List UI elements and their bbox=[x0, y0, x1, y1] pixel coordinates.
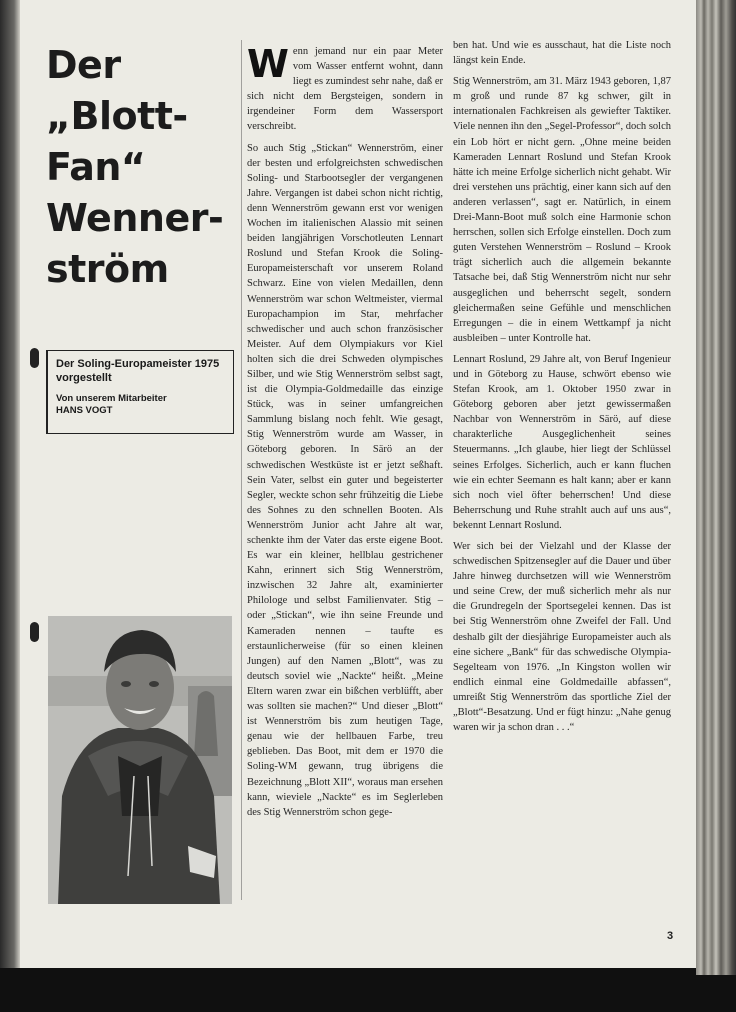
portrait-photo bbox=[48, 616, 232, 904]
headline-line: Fan“ bbox=[46, 145, 146, 189]
article-paragraph: Stig Wennerström, am 31. März 1943 geboren, 1,87 m groß und runde 87 kg schwer, gilt in internationalen Fachkreisen als gewiefter Taktiker. Viele nennen ihn den „Segel-Professor“, doch solch ein Lob hört er nicht gern. „Ohne meine beiden Kameraden Lennart Roslund und Stefan Krook hätte ich meine Erfolge sicherlich nicht gehabt. Wir drei verstehen uns prächtig, einer kann sich auf den anderen verlassen“, sagt er. Natürlich, in einem Drei-Mann-Boot muß solch eine Harmonie schon herrschen, sollen sich Erfolge einstellen. Doch zum guten Verstehen Wennerström – Roslund – Krook trägt sicherlich auch die allgemein bekannte Tatsache bei, daß Stig Wennerström nicht nur sehr ausgeglichen und beherrscht segelt, sondern gleichermaßen seine Gefühle und menschlichen Erregungen – die in einem Wettkampf ja nicht ausbleiben – unter Kontrolle hat. bbox=[453, 76, 671, 344]
article-paragraph: Wer sich bei der Vielzahl und der Klasse der schwedischen Spitzensegler auf die Dauer und über Jahre hinweg durchsetzen will wie Wennerström und seine Crew, der muß sicherlich mehr als nur die Grundregeln der Sportsegelei kennen. Das ist bei Stig Wennerström ohne Zweifel der Fall. Und deshalb gilt der diesjährige Europameister auch als eine sichere „Bank“ für das schwedische Olympia-Segelteam von 1976. „In Kingston wollen wir endlich einmal eine Goldmedaille abfassen“, umreißt Stig Wennerström das sportliche Ziel der „Blott“-Besatzung. Und er fügt hinzu: „Nahe genug waren wir ja schon dran . . .“ bbox=[453, 541, 671, 734]
article-paragraph: ben hat. Und wie es ausschaut, hat die Liste noch längst kein Ende. bbox=[453, 40, 671, 67]
paragraph-text: enn jemand nur ein paar Meter vom Wasser entfernt wohnt, dann liegt es zumindest sehr nahe, daß er sich nicht dem Bergsteigen, sondern in irgendeiner Form dem Wassersport verschreibt. bbox=[247, 46, 443, 133]
author-credit bbox=[56, 393, 233, 417]
portrait-photo-icon bbox=[48, 616, 232, 904]
headline-line: „Blott- bbox=[46, 94, 188, 138]
subtitle: Der Soling-Europameister 1975 vorgestellt bbox=[56, 358, 220, 384]
article-paragraph bbox=[247, 44, 443, 135]
subtitle-box bbox=[46, 350, 234, 434]
article-column-1 bbox=[247, 44, 443, 826]
article-column-2 bbox=[453, 38, 671, 741]
punch-hole-icon bbox=[30, 348, 39, 368]
column-divider bbox=[241, 40, 242, 900]
article-paragraph: Lennart Roslund, 29 Jahre alt, von Beruf Ingenieur und in Göteborg zu Hause, schwört ebenso wie Stefan Krook, am 1. Oktober 1950 zwar in Göteborg geboren aber jetzt gewissermaßen Nachbar von Wennerström in Särö, auf diese charakterliche Ausgeglichenheit seines Steuermanns. „Ich glaube, hier liegt der Schlüssel seines Erfolges. Sicherlich, auch er kann fluchen wie ein echter Seemann es halt kann; aber er kann sich noch viel öfter beherrschen! Und diese Beherrschung und Ruhe strahlt auch auf uns aus“, bekennt Lennart Roslund. bbox=[453, 353, 671, 531]
punch-hole-icon bbox=[30, 622, 39, 642]
page-number: 3 bbox=[667, 930, 674, 942]
binding-gutter bbox=[0, 0, 20, 968]
headline-line: Wenner- bbox=[46, 196, 224, 240]
drop-cap: W bbox=[247, 42, 289, 86]
credit-line: Von unserem Mitarbeiter bbox=[56, 393, 167, 404]
headline-line: Der bbox=[46, 43, 121, 87]
book-edge bbox=[696, 0, 736, 975]
headline bbox=[46, 40, 246, 295]
headline-line: ström bbox=[46, 247, 169, 291]
article-paragraph: So auch Stig „Stickan“ Wennerström, einer der besten und erfolgreichsten schwedischen Soling- und Starbootsegler der vergangenen Jahre. Vergangen ist dabei schon nicht richtig, denn Wennerström gewann erst vor wenigen Wochen im italienischen Alassio mit seinen beiden langjährigen Vorschotleuten Lennart Roslund und Stefan Krook die Soling-Europameisterschaft vor unserem Roland Schwarz. Eine von vielen Medaillen, denn Wennerström war schon Weltmeister, viermal Europachampion im Star, mehrfacher schwedischer und auch schon französischer Meister. Auf dem Olympiakurs vor Kiel holten sich die drei Schweden olympisches Silber, und wie Stig Wennerström selbst sagt, ist die Olympia-Goldmedaille das einzige Stück, was in seiner umfangreichen Sammlung bislang noch fehlt. Wie gesagt, Stig Wennerström wurde am Wasser, in Göteborg geboren. In Särö an der schwedischen Westküste ist er jetzt seßhaft. Sein Vater, selbst ein guter und begeisterter Segler, weckte schon sehr frühzeitig die Liebe des Sohnes zu den schnellen Booten. Als Wennerström Junior acht Jahre alt war, schenkte ihm der Vater das erste eigene Boot. Es war ein kleiner, hellblau gestrichener Kahn, erinnert sich Stig Wennerström, inzwischen 32 Jahre alt, examinierter Philologe und selbst Familienvater. Stig – oder „Stickan“, wie ihn seine Freunde und Kameraden nennen – taufte es erstaunlicherweise (für so einen kleinen Jungen) auf den Namen „Blott“, was zu deutsch soviel wie „Nackte“ heißt. „Meine Eltern waren zwar ein bißchen verblüfft, aber was sollten sie machen?“ Und dieser „Blott“ ist Wennerström bis zum heutigen Tage, genau wie der hellbauen Farbe, treu geblieben. Das Boot, mit dem er 1970 die Soling-WM gewann, trug übrigens die Bezeichnung „Blott XII“, woraus man ersehen kann, wieviele „Nackte“ es im Seglerleben des Stig Wennerström schon gege- bbox=[247, 142, 443, 818]
author-name: HANS VOGT bbox=[56, 405, 113, 416]
